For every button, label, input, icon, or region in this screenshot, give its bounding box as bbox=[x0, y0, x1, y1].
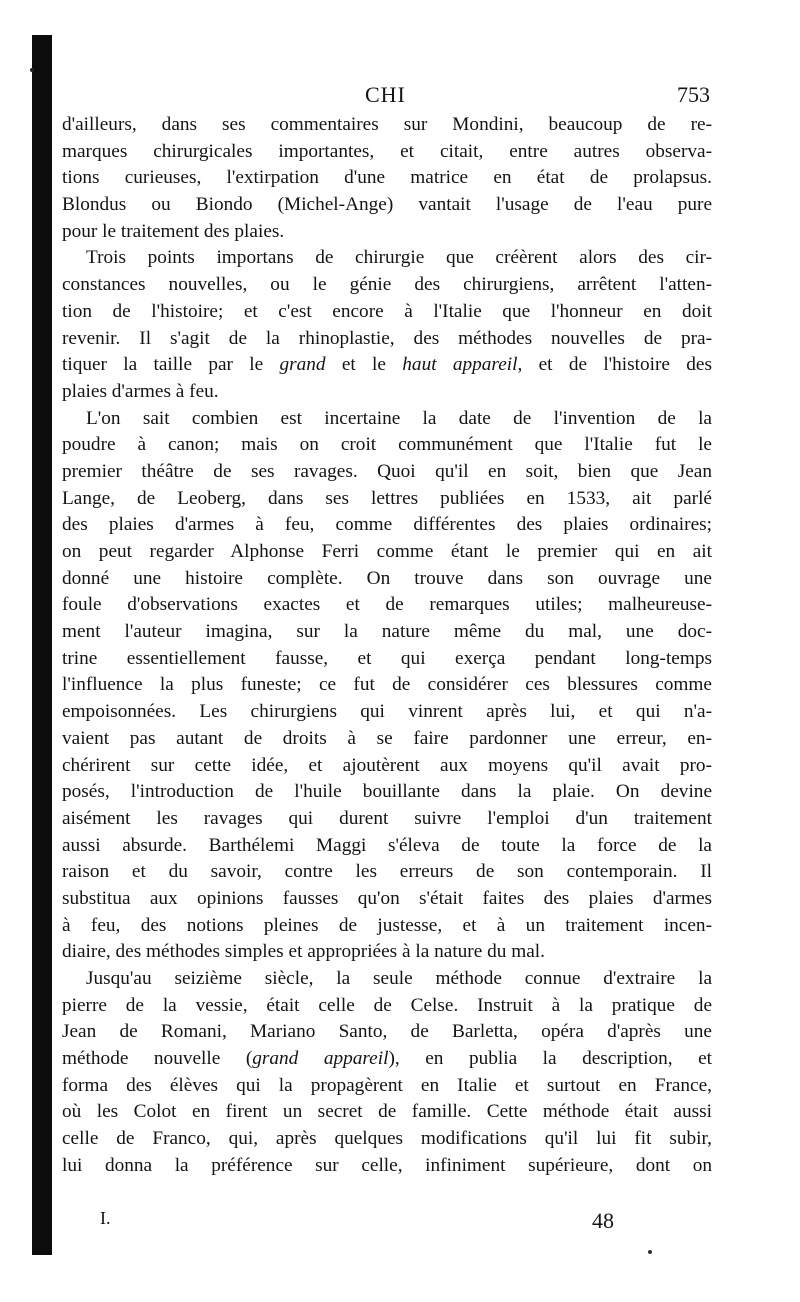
text-line: tion de l'histoire; et c'est encore à l'Italie que l'honneur en doit bbox=[62, 300, 712, 322]
text-line: Jean de Romani, Mariano Santo, de Barletta, opéra d'après une bbox=[62, 1021, 712, 1043]
text-line: diaire, des méthodes simples et appropriées à la nature du mal. bbox=[62, 941, 545, 963]
text-line: foule d'observations exactes et de remarques utiles; malheureuse- bbox=[62, 594, 712, 616]
text-line: méthode nouvelle (grand appareil), en publia la description, et bbox=[62, 1048, 712, 1070]
text-line: l'influence la plus funeste; ce fut de considérer ces blessures comme bbox=[62, 674, 712, 696]
text-line: empoisonnées. Les chirurgiens qui vinrent après lui, et qui n'a- bbox=[62, 701, 712, 723]
text-line: d'ailleurs, dans ses commentaires sur Mondini, beaucoup de re- bbox=[62, 114, 712, 135]
text-line: premier théâtre de ses ravages. Quoi qu'il en soit, bien que Jean bbox=[62, 460, 712, 482]
text-line: plaies d'armes à feu. bbox=[62, 380, 219, 402]
text-line: des plaies d'armes à feu, comme différentes des plaies ordinaires; bbox=[62, 514, 712, 536]
text-line: raison et du savoir, contre les erreurs de son contemporain. Il bbox=[62, 861, 712, 883]
page-header bbox=[60, 82, 710, 112]
scan-speck bbox=[30, 68, 34, 72]
text-line: on peut regarder Alphonse Ferri comme étant le premier qui en ait bbox=[62, 541, 712, 562]
text-line: marques chirurgicales importantes, et citait, entre autres observa- bbox=[62, 140, 712, 162]
text-line: ment l'auteur imagina, sur la nature même du mal, une doc- bbox=[62, 621, 712, 643]
page-footer bbox=[60, 1208, 710, 1238]
text-line: vaient pas autant de droits à se faire pardonner une erreur, en- bbox=[62, 727, 712, 749]
text-line: tiquer la taille par le grand et le haut appareil, et de l'histoire des bbox=[62, 354, 712, 376]
text-line: où les Colot en firent un secret de famille. Cette méthode était aussi bbox=[62, 1101, 712, 1123]
text-line: L'on sait combien est incertaine la date de l'invention de la bbox=[86, 407, 712, 429]
text-line: pour le traitement des plaies. bbox=[62, 220, 285, 242]
text-line: revenir. Il s'agit de la rhinoplastie, des méthodes nouvelles de pra- bbox=[62, 327, 712, 349]
text-line: chérirent sur cette idée, et ajoutèrent aux moyens qu'il avait pro- bbox=[62, 754, 712, 776]
text-line: forma des élèves qui la propagèrent en Italie et surtout en France, bbox=[62, 1074, 712, 1096]
running-head: CHI bbox=[365, 82, 406, 107]
text-line: trine essentiellement fausse, et qui exerça pendant long-temps bbox=[62, 647, 712, 669]
text-line: tions curieuses, l'extirpation d'une matrice en état de prolapsus. bbox=[62, 167, 712, 189]
paragraph bbox=[62, 406, 712, 966]
paragraph bbox=[62, 112, 712, 245]
text-line: Lange, de Leoberg, dans ses lettres publiées en 1533, ait parlé bbox=[62, 487, 712, 509]
text-line: aussi absurde. Barthélemi Maggi s'éleva de toute la force de la bbox=[62, 834, 712, 856]
text-line: substitua aux opinions fausses qu'on s'était faites des plaies d'armes bbox=[62, 887, 712, 909]
page-number: 753 bbox=[677, 82, 710, 107]
text-line: Jusqu'au seizième siècle, la seule méthode connue d'extraire la bbox=[86, 968, 712, 989]
text-line: lui donna la préférence sur celle, infiniment supérieure, dont on bbox=[62, 1154, 712, 1176]
text-line: constances nouvelles, ou le génie des chirurgiens, arrêtent l'atten- bbox=[62, 274, 712, 296]
text-line: celle de Franco, qui, après quelques modifications qu'il lui fit subir, bbox=[62, 1128, 712, 1150]
text-line: aisément les ravages qui durent suivre l'emploi d'un traitement bbox=[62, 807, 712, 829]
text-line: à feu, des notions pleines de justesse, et à un traitement incen- bbox=[62, 914, 712, 936]
text-line: poudre à canon; mais on croit communément que l'Italie fut le bbox=[62, 434, 712, 456]
paragraph bbox=[62, 245, 712, 405]
signature-number: 48 bbox=[592, 1208, 614, 1233]
text-line: donné une histoire complète. On trouve dans son ouvrage une bbox=[62, 567, 712, 589]
signature-mark: I. bbox=[100, 1208, 111, 1228]
text-line: Blondus ou Biondo (Michel-Ange) vantait l'usage de l'eau pure bbox=[62, 194, 712, 216]
scan-gutter-shadow bbox=[32, 35, 52, 1255]
text-line: Trois points importans de chirurgie que créèrent alors des cir- bbox=[86, 247, 712, 269]
paragraph bbox=[62, 966, 712, 1180]
scan-speck bbox=[648, 1250, 652, 1254]
text-line: pierre de la vessie, était celle de Celse. Instruit à la pratique de bbox=[62, 994, 712, 1016]
text-line: posés, l'introduction de l'huile bouillante dans la plaie. On devine bbox=[62, 781, 712, 803]
body-text bbox=[62, 112, 712, 1180]
